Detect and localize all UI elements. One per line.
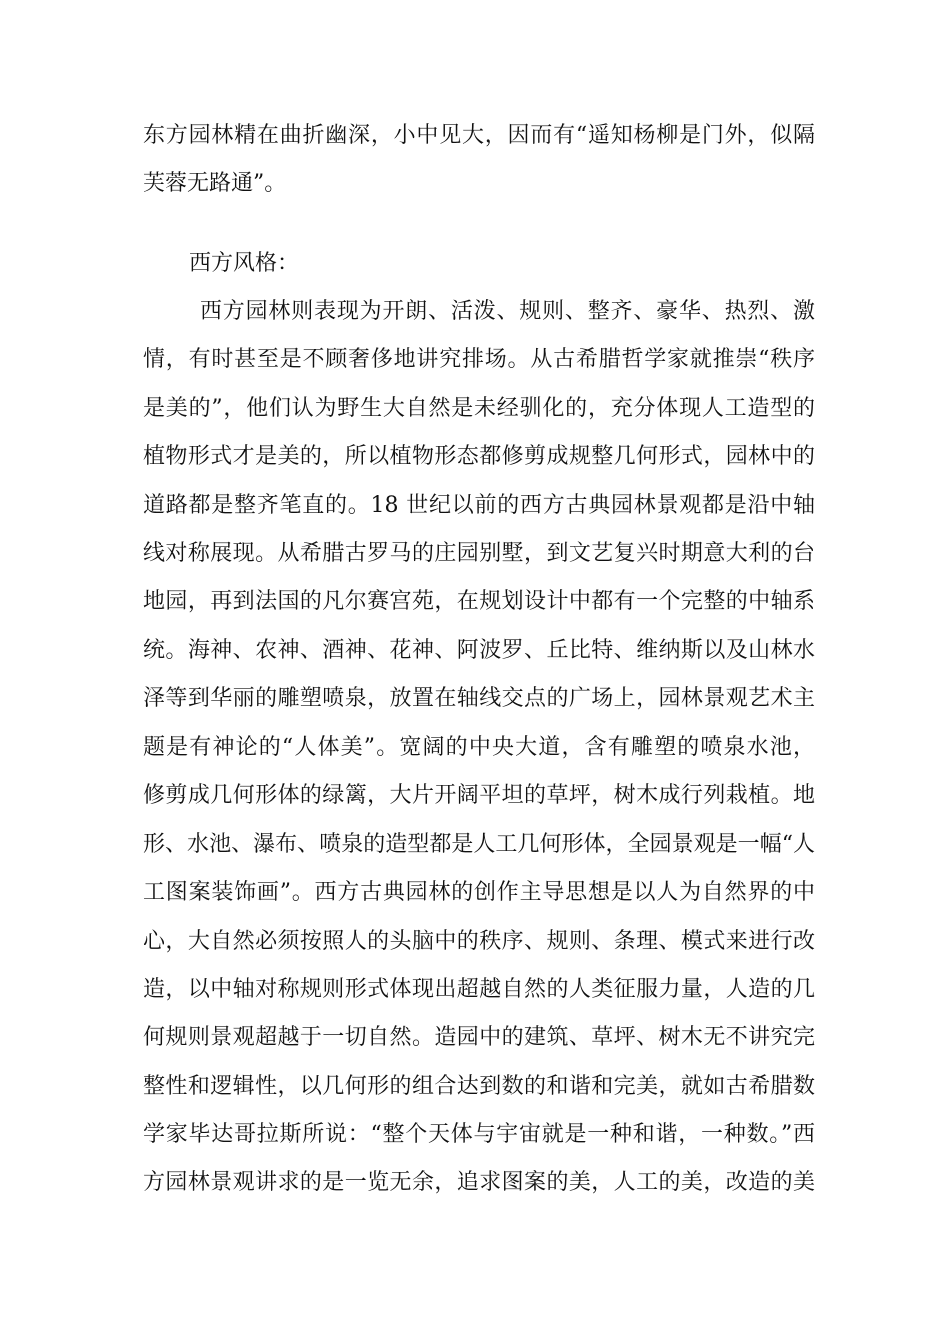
text-line: 题是有神论的“人体美”。宽阔的中央大道，含有雕塑的喷泉水池， — [143, 735, 815, 760]
text-line: 情，有时甚至是不顾奢侈地讲究排场。从古希腊哲学家就推崇“秩序 — [143, 347, 815, 372]
text-line: 修剪成几何形体的绿篱，大片开阔平坦的草坪，树木成行列栽植。地 — [143, 783, 815, 808]
text-line: 西方园林则表现为开朗、活泼、规则、整齐、豪华、热烈、激 — [200, 299, 815, 324]
text-line: 形、水池、瀑布、喷泉的造型都是人工几何形体，全园景观是一幅“人 — [143, 832, 815, 857]
text-line: 植物形式才是美的，所以植物形态都修剪成规整几何形式，园林中的 — [143, 444, 815, 469]
text-line: 地园，再到法国的凡尔赛宫苑，在规划设计中都有一个完整的中轴系 — [143, 589, 815, 614]
text-line: 统。海神、农神、酒神、花神、阿波罗、丘比特、维纳斯以及山林水 — [143, 638, 815, 663]
text-line: 泽等到华丽的雕塑喷泉，放置在轴线交点的广场上，园林景观艺术主 — [143, 686, 815, 711]
text-line: 是美的”，他们认为野生大自然是未经驯化的，充分体现人工造型的 — [143, 396, 815, 421]
text-line: 工图案装饰画”。西方古典园林的创作主导思想是以人为自然界的中 — [143, 880, 815, 905]
text-line: 心，大自然必须按照人的头脑中的秩序、规则、条理、模式来进行改 — [143, 929, 815, 954]
text-line: 整性和逻辑性，以几何形的组合达到数的和谐和完美，就如古希腊数 — [143, 1074, 815, 1099]
text-line: 造，以中轴对称规则形式体现出超越自然的人类征服力量，人造的几 — [143, 977, 815, 1002]
text-line: 何规则景观超越于一切自然。造园中的建筑、草坪、树木无不讲究完 — [143, 1025, 815, 1050]
text-line: 线对称展现。从希腊古罗马的庄园别墅，到文艺复兴时期意大利的台 — [143, 541, 815, 566]
text-line: 学家毕达哥拉斯所说：“整个天体与宇宙就是一种和谐，一种数。”西 — [143, 1122, 815, 1147]
text-line: 芙蓉无路通”。 — [143, 171, 287, 196]
text-line: 方园林景观讲求的是一览无余，追求图案的美，人工的美，改造的美 — [143, 1170, 815, 1195]
section-heading: 西方风格： — [189, 251, 300, 276]
text-line: 东方园林精在曲折幽深，小中见大，因而有“遥知杨柳是门外，似隔 — [143, 123, 815, 148]
text-line: 道路都是整齐笔直的。18 世纪以前的西方古典园林景观都是沿中轴 — [143, 493, 815, 518]
